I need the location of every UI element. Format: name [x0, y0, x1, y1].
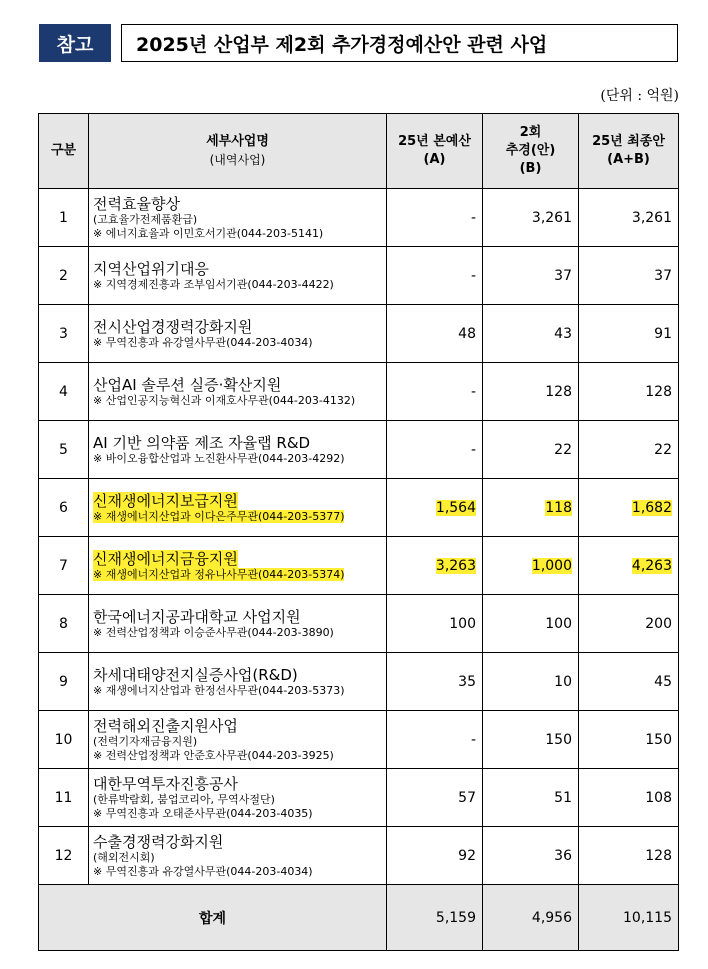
project-detail: (전력기자재금융지원): [93, 734, 198, 748]
project-name-text: 대한무역투자진흥공사: [93, 774, 238, 793]
amount-cell-final: [579, 537, 679, 595]
project-contact-text: ※ 전력산업정책과 이승준사무관(044-203-3890): [93, 625, 334, 639]
amount-cell-supplementary: [483, 595, 579, 653]
amount-value: 100: [545, 615, 572, 632]
project-contact: [93, 626, 382, 640]
amount-value: 3,261: [531, 209, 572, 226]
project-name-text: 산업AI 솔루션 실증·확산지원: [93, 375, 282, 394]
project-contact-text: ※ 지역경제진흥과 조부임서기관(044-203-4422): [93, 277, 334, 291]
project-contact: [93, 749, 382, 763]
project-name: [93, 550, 382, 568]
col-header-final-main: 25년 최종안: [592, 134, 665, 149]
total-supplementary: 4,956: [483, 885, 579, 951]
project-name-text: 한국에너지공과대학교 사업지원: [93, 607, 301, 626]
amount-cell-supplementary: [483, 711, 579, 769]
amount-value: 108: [645, 789, 672, 806]
row-number: 6: [39, 479, 89, 537]
project-name: [93, 492, 382, 510]
amount-cell-final: [579, 595, 679, 653]
amount-cell-final: [579, 363, 679, 421]
project-detail: (한류박람회, 붐업코리아, 무역사절단): [93, 792, 275, 806]
amount-cell-original: [387, 363, 483, 421]
project-cell: [89, 421, 387, 479]
project-contact: [93, 452, 382, 466]
project-name-text: 전력해외진출지원사업: [93, 716, 238, 735]
amount-cell-final: [579, 247, 679, 305]
col-header-original-main: 25년 본예산: [398, 134, 471, 149]
project-name: [93, 434, 382, 452]
table-row: [39, 827, 679, 885]
project-name: [93, 318, 382, 336]
amount-cell-final: [579, 305, 679, 363]
table-row: [39, 421, 679, 479]
table-row: [39, 769, 679, 827]
total-label: 합계: [39, 885, 387, 951]
amount-cell-final: [579, 653, 679, 711]
project-detail: (해외전시회): [93, 850, 155, 864]
amount-cell-supplementary: [483, 537, 579, 595]
amount-value: 128: [645, 847, 672, 864]
table-row: [39, 189, 679, 247]
amount-cell-supplementary: [483, 189, 579, 247]
amount-cell-final: [579, 827, 679, 885]
amount-cell-original: [387, 595, 483, 653]
amount-cell-original: [387, 421, 483, 479]
col-header-supplementary: [483, 114, 579, 189]
project-name-text: 수출경쟁력강화지원: [93, 832, 224, 851]
amount-cell-original: [387, 537, 483, 595]
row-number: 7: [39, 537, 89, 595]
amount-value: 51: [554, 789, 572, 806]
amount-cell-final: [579, 769, 679, 827]
project-name-text: 전력효율향상: [93, 194, 180, 213]
project-detail: (고효율가전제품환급): [93, 212, 198, 226]
col-header-final: [579, 114, 679, 189]
project-contact: [93, 568, 382, 582]
amount-cell-original: [387, 827, 483, 885]
project-contact-text: ※ 재생에너지산업과 이다은주무관(044-203-5377): [93, 509, 345, 523]
table-header-row: [39, 114, 679, 189]
amount-cell-original: [387, 769, 483, 827]
project-name: [93, 833, 382, 851]
project-contact: [93, 394, 382, 408]
amount-cell-supplementary: [483, 363, 579, 421]
table-row: [39, 711, 679, 769]
col-header-category: 구분: [39, 114, 89, 189]
table-row: [39, 537, 679, 595]
amount-value: 92: [458, 847, 476, 864]
amount-cell-original: [387, 479, 483, 537]
project-contact-text: ※ 재생에너지산업과 정유나사무관(044-203-5374): [93, 567, 345, 581]
row-number: 9: [39, 653, 89, 711]
table-row: [39, 363, 679, 421]
amount-cell-final: [579, 711, 679, 769]
project-name: [93, 717, 382, 735]
project-contact-text: ※ 재생에너지산업과 한정선사무관(044-203-5373): [93, 683, 345, 697]
project-name: [93, 666, 382, 684]
table-row: [39, 653, 679, 711]
amount-cell-final: [579, 421, 679, 479]
title-bar: [39, 24, 678, 64]
project-cell: [89, 537, 387, 595]
project-name: [93, 608, 382, 626]
col-header-original-sub: (A): [423, 152, 446, 167]
project-name-text: 전시산업경쟁력강화지원: [93, 317, 253, 336]
table-body: [39, 189, 679, 885]
project-name-text: 차세대태양전지실증사업(R&D): [93, 665, 298, 684]
project-contact: [93, 278, 382, 292]
total-original: 5,159: [387, 885, 483, 951]
amount-value: -: [470, 731, 476, 748]
amount-value: 36: [554, 847, 572, 864]
amount-cell-original: [387, 305, 483, 363]
project-contact-text: ※ 무역진흥과 유강열사무관(044-203-4034): [93, 335, 313, 349]
amount-cell-supplementary: [483, 479, 579, 537]
col-header-project: [89, 114, 387, 189]
project-cell: [89, 189, 387, 247]
project-name-text: AI 기반 의약품 제조 자율랩 R&D: [93, 433, 311, 452]
reference-badge: 참고: [39, 24, 111, 62]
project-contact: [93, 865, 382, 879]
table-row: [39, 479, 679, 537]
row-number: 2: [39, 247, 89, 305]
project-contact-text: ※ 산업인공지능혁신과 이재호사무관(044-203-4132): [93, 393, 356, 407]
amount-cell-original: [387, 247, 483, 305]
project-contact-text: ※ 무역진흥과 오태준사무관(044-203-4035): [93, 806, 313, 820]
amount-value: -: [470, 209, 476, 226]
row-number: 11: [39, 769, 89, 827]
amount-value: 37: [554, 267, 572, 284]
project-cell: [89, 305, 387, 363]
amount-value: 91: [654, 325, 672, 342]
amount-value: 45: [654, 673, 672, 690]
col-header-supp-sub: (B): [519, 161, 542, 176]
project-name-text: 신재생에너지보급지원: [93, 491, 238, 510]
table-row: [39, 595, 679, 653]
amount-value: 22: [554, 441, 572, 458]
amount-value: 1,564: [435, 499, 476, 516]
project-contact: [93, 510, 382, 524]
amount-value: 150: [645, 731, 672, 748]
amount-cell-supplementary: [483, 247, 579, 305]
amount-cell-supplementary: [483, 421, 579, 479]
project-cell: [89, 247, 387, 305]
amount-value: -: [470, 267, 476, 284]
project-name: [93, 195, 382, 213]
amount-value: 22: [654, 441, 672, 458]
amount-value: 128: [545, 383, 572, 400]
amount-cell-original: [387, 189, 483, 247]
amount-cell-final: [579, 189, 679, 247]
amount-value: 43: [554, 325, 572, 342]
project-cell: [89, 363, 387, 421]
amount-cell-supplementary: [483, 827, 579, 885]
project-cell: [89, 595, 387, 653]
amount-value: 118: [545, 499, 572, 516]
col-header-project-main: 세부사업명: [206, 134, 269, 149]
project-contact: [93, 227, 382, 241]
row-number: 8: [39, 595, 89, 653]
project-name-text: 신재생에너지금융지원: [93, 549, 238, 568]
project-contact: [93, 807, 382, 821]
project-cell: [89, 827, 387, 885]
project-contact-text: ※ 바이오융합산업과 노진환사무관(044-203-4292): [93, 451, 345, 465]
project-contact: [93, 336, 382, 350]
project-name: [93, 260, 382, 278]
project-cell: [89, 769, 387, 827]
col-header-project-sub: (내역사업): [209, 153, 266, 167]
row-number: 10: [39, 711, 89, 769]
project-cell: [89, 479, 387, 537]
amount-cell-supplementary: [483, 305, 579, 363]
table-row: [39, 247, 679, 305]
amount-value: 4,263: [631, 557, 672, 574]
project-contact: [93, 684, 382, 698]
amount-value: 200: [645, 615, 672, 632]
total-row: [39, 885, 679, 951]
project-contact-text: ※ 전력산업정책과 안준호사무관(044-203-3925): [93, 748, 334, 762]
amount-value: 35: [458, 673, 476, 690]
amount-value: 37: [654, 267, 672, 284]
project-cell: [89, 711, 387, 769]
col-header-supp-main2: 추경(안): [505, 143, 556, 158]
amount-cell-original: [387, 653, 483, 711]
amount-cell-supplementary: [483, 653, 579, 711]
row-number: 12: [39, 827, 89, 885]
row-number: 3: [39, 305, 89, 363]
project-name: [93, 376, 382, 394]
project-contact-text: ※ 에너지효율과 이민호서기관(044-203-5141): [93, 226, 324, 240]
amount-cell-supplementary: [483, 769, 579, 827]
amount-value: 128: [645, 383, 672, 400]
project-contact-text: ※ 무역진흥과 유강열사무관(044-203-4034): [93, 864, 313, 878]
col-header-original-budget: [387, 114, 483, 189]
budget-table: [38, 113, 679, 951]
row-number: 5: [39, 421, 89, 479]
amount-value: -: [470, 383, 476, 400]
table-row: [39, 305, 679, 363]
amount-value: 3,263: [435, 557, 476, 574]
total-final: 10,115: [579, 885, 679, 951]
row-number: 4: [39, 363, 89, 421]
amount-value: 48: [458, 325, 476, 342]
amount-value: 1,682: [631, 499, 672, 516]
col-header-supp-main1: 2회: [519, 125, 542, 140]
row-number: 1: [39, 189, 89, 247]
document-title: 2025년 산업부 제2회 추가경정예산안 관련 사업: [121, 24, 678, 62]
amount-cell-final: [579, 479, 679, 537]
amount-value: 3,261: [631, 209, 672, 226]
col-header-final-sub: (A+B): [607, 152, 650, 167]
amount-cell-original: [387, 711, 483, 769]
unit-note: (단위 : 억원): [600, 88, 679, 104]
amount-value: 150: [545, 731, 572, 748]
project-cell: [89, 653, 387, 711]
amount-value: 57: [458, 789, 476, 806]
amount-value: -: [470, 441, 476, 458]
project-name-text: 지역산업위기대응: [93, 259, 209, 278]
amount-value: 100: [449, 615, 476, 632]
amount-value: 1,000: [531, 557, 572, 574]
project-name: [93, 775, 382, 793]
amount-value: 10: [554, 673, 572, 690]
